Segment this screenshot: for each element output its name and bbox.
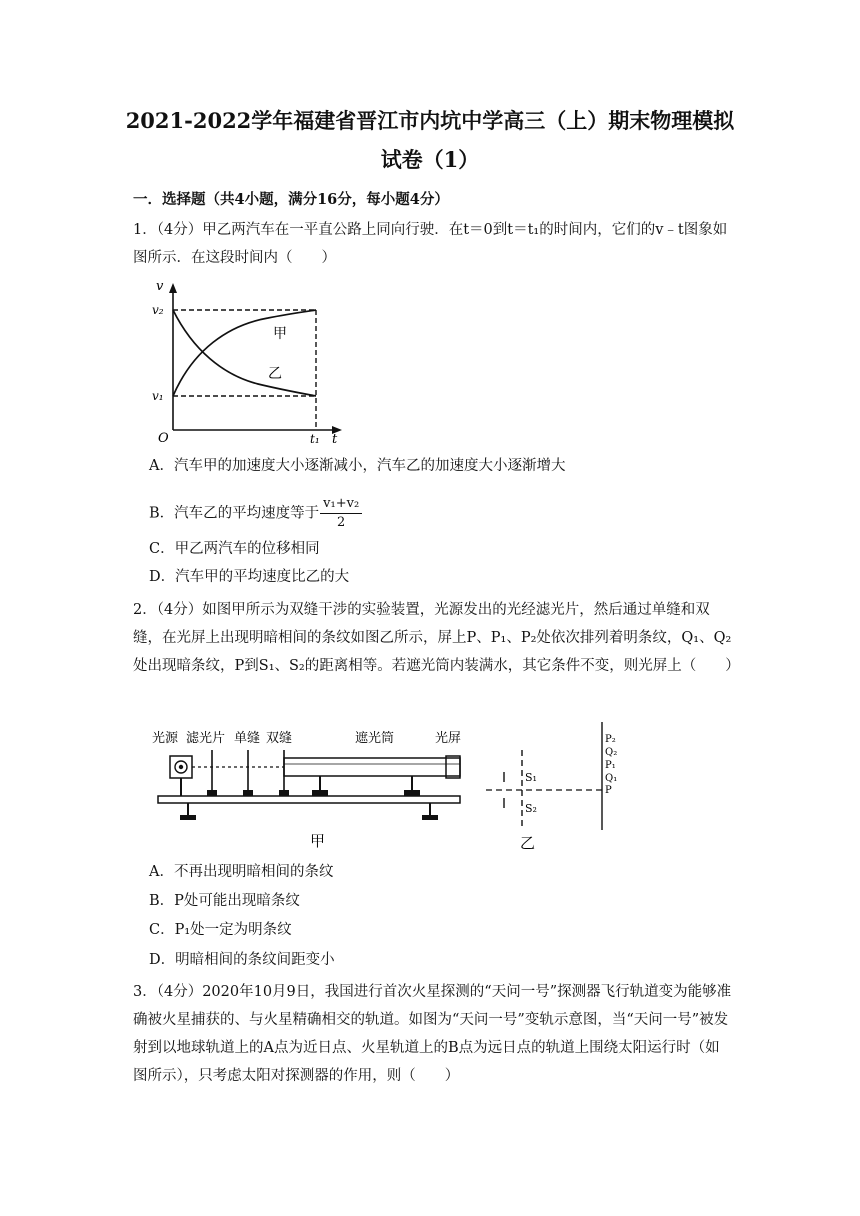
label-s2: S₂: [525, 802, 537, 815]
label-q1: Q₁: [605, 773, 618, 784]
curve-yi: [173, 310, 316, 396]
q1-option-b: [149, 495, 362, 532]
exam-title-line2: 试卷（1）: [380, 147, 480, 172]
t1-label: t₁: [310, 432, 320, 446]
fraction-numerator: v₁+v₂: [320, 495, 362, 514]
label-double-slit: 双缝: [266, 731, 293, 746]
section-heading: 一．选择题（共4小题，满分16分，每小题4分）: [133, 191, 449, 208]
t-axis-label: t: [332, 432, 338, 447]
q2-option-a: A．不再出现明暗相间的条纹: [149, 864, 334, 880]
screen-end: [446, 756, 460, 778]
label-s1: S₁: [525, 771, 537, 784]
fringe-diagram: [484, 720, 644, 855]
v-axis-label: v: [156, 280, 164, 294]
q2-option-c: C．P₁处一定为明条纹: [149, 922, 292, 938]
q1-option-d: D．汽车甲的平均速度比乙的大: [149, 569, 350, 585]
v1-label: v₁: [152, 389, 164, 403]
q2-option-b: B．P处可能出现暗条纹: [149, 893, 300, 909]
label-p1: P₁: [605, 760, 616, 771]
label-p: P: [605, 785, 612, 796]
label-p2: P₂: [605, 734, 616, 745]
q2-option-d: D．明暗相间的条纹间距变小: [149, 952, 335, 968]
q1-option-b-text: B．汽车乙的平均速度等于: [149, 505, 320, 522]
q1-option-c: C．甲乙两汽车的位移相同: [149, 541, 320, 557]
figure-yi-caption: 乙: [520, 834, 536, 852]
v2-label: v₂: [152, 303, 164, 317]
curve-jia-label: 甲: [273, 326, 287, 342]
label-filter: 滤光片: [186, 731, 226, 746]
label-single-slit: 单缝: [234, 731, 261, 746]
light-shield-tube: [284, 758, 460, 776]
curve-jia: [173, 310, 316, 396]
bench-foot-right: [422, 815, 438, 820]
vt-graph: [148, 280, 348, 448]
v-axis-arrow: [169, 283, 177, 293]
double-slit-apparatus: [150, 720, 475, 855]
fraction-denominator: 2: [337, 515, 346, 530]
label-tube: 遮光筒: [355, 731, 395, 746]
label-light-source: 光源: [152, 731, 179, 746]
label-screen: 光屏: [435, 731, 462, 746]
origin-label: O: [158, 431, 169, 446]
optical-bench: [158, 796, 460, 803]
question-3-text: 3．（4分）2020年10月9日，我国进行首次火星探测的“天问一号”探测器飞行轨道变为能够准确被火星捕获的、与火星精确相交的轨道。如图为“天问一号”变轨示意图，当“天问一号”被发射到以地球轨道上的A点为近日点、火星轨道上的B点为远日点的轨道上围绕太阳运行时（如图所示），只考虑太阳对探测器的作用，则（ ）: [133, 984, 732, 1084]
exam-title-line1: 2021-2022学年福建省晋江市内坑中学高三（上）期末物理模拟: [125, 108, 735, 133]
figure-jia-caption: 甲: [310, 832, 326, 850]
bench-foot-left: [180, 815, 196, 820]
question-2-text: 2．（4分）如图甲所示为双缝干涉的实验装置，光源发出的光经滤光片，然后通过单缝和双缝，在光屏上出现明暗相间的条纹如图乙所示，屏上P、P₁、P₂处依次排列着明条纹，Q₁、Q₂处出现暗条纹，P到S₁、S₂的距离相等。若遮光筒内装满水，其它条件不变，则光屏上（ ）: [133, 602, 740, 674]
q1-option-b-fraction: [320, 495, 362, 532]
curve-yi-label: 乙: [268, 366, 282, 382]
label-q2: Q₂: [605, 747, 618, 758]
q1-option-a: A．汽车甲的加速度大小逐渐减小，汽车乙的加速度大小逐渐增大: [149, 458, 566, 474]
question-1-text: 1．（4分）甲乙两汽车在一平直公路上同向行驶．在t＝0到t＝t₁的时间内，它们的v﹣t图象如图所示．在这段时间内（ ）: [133, 222, 728, 266]
